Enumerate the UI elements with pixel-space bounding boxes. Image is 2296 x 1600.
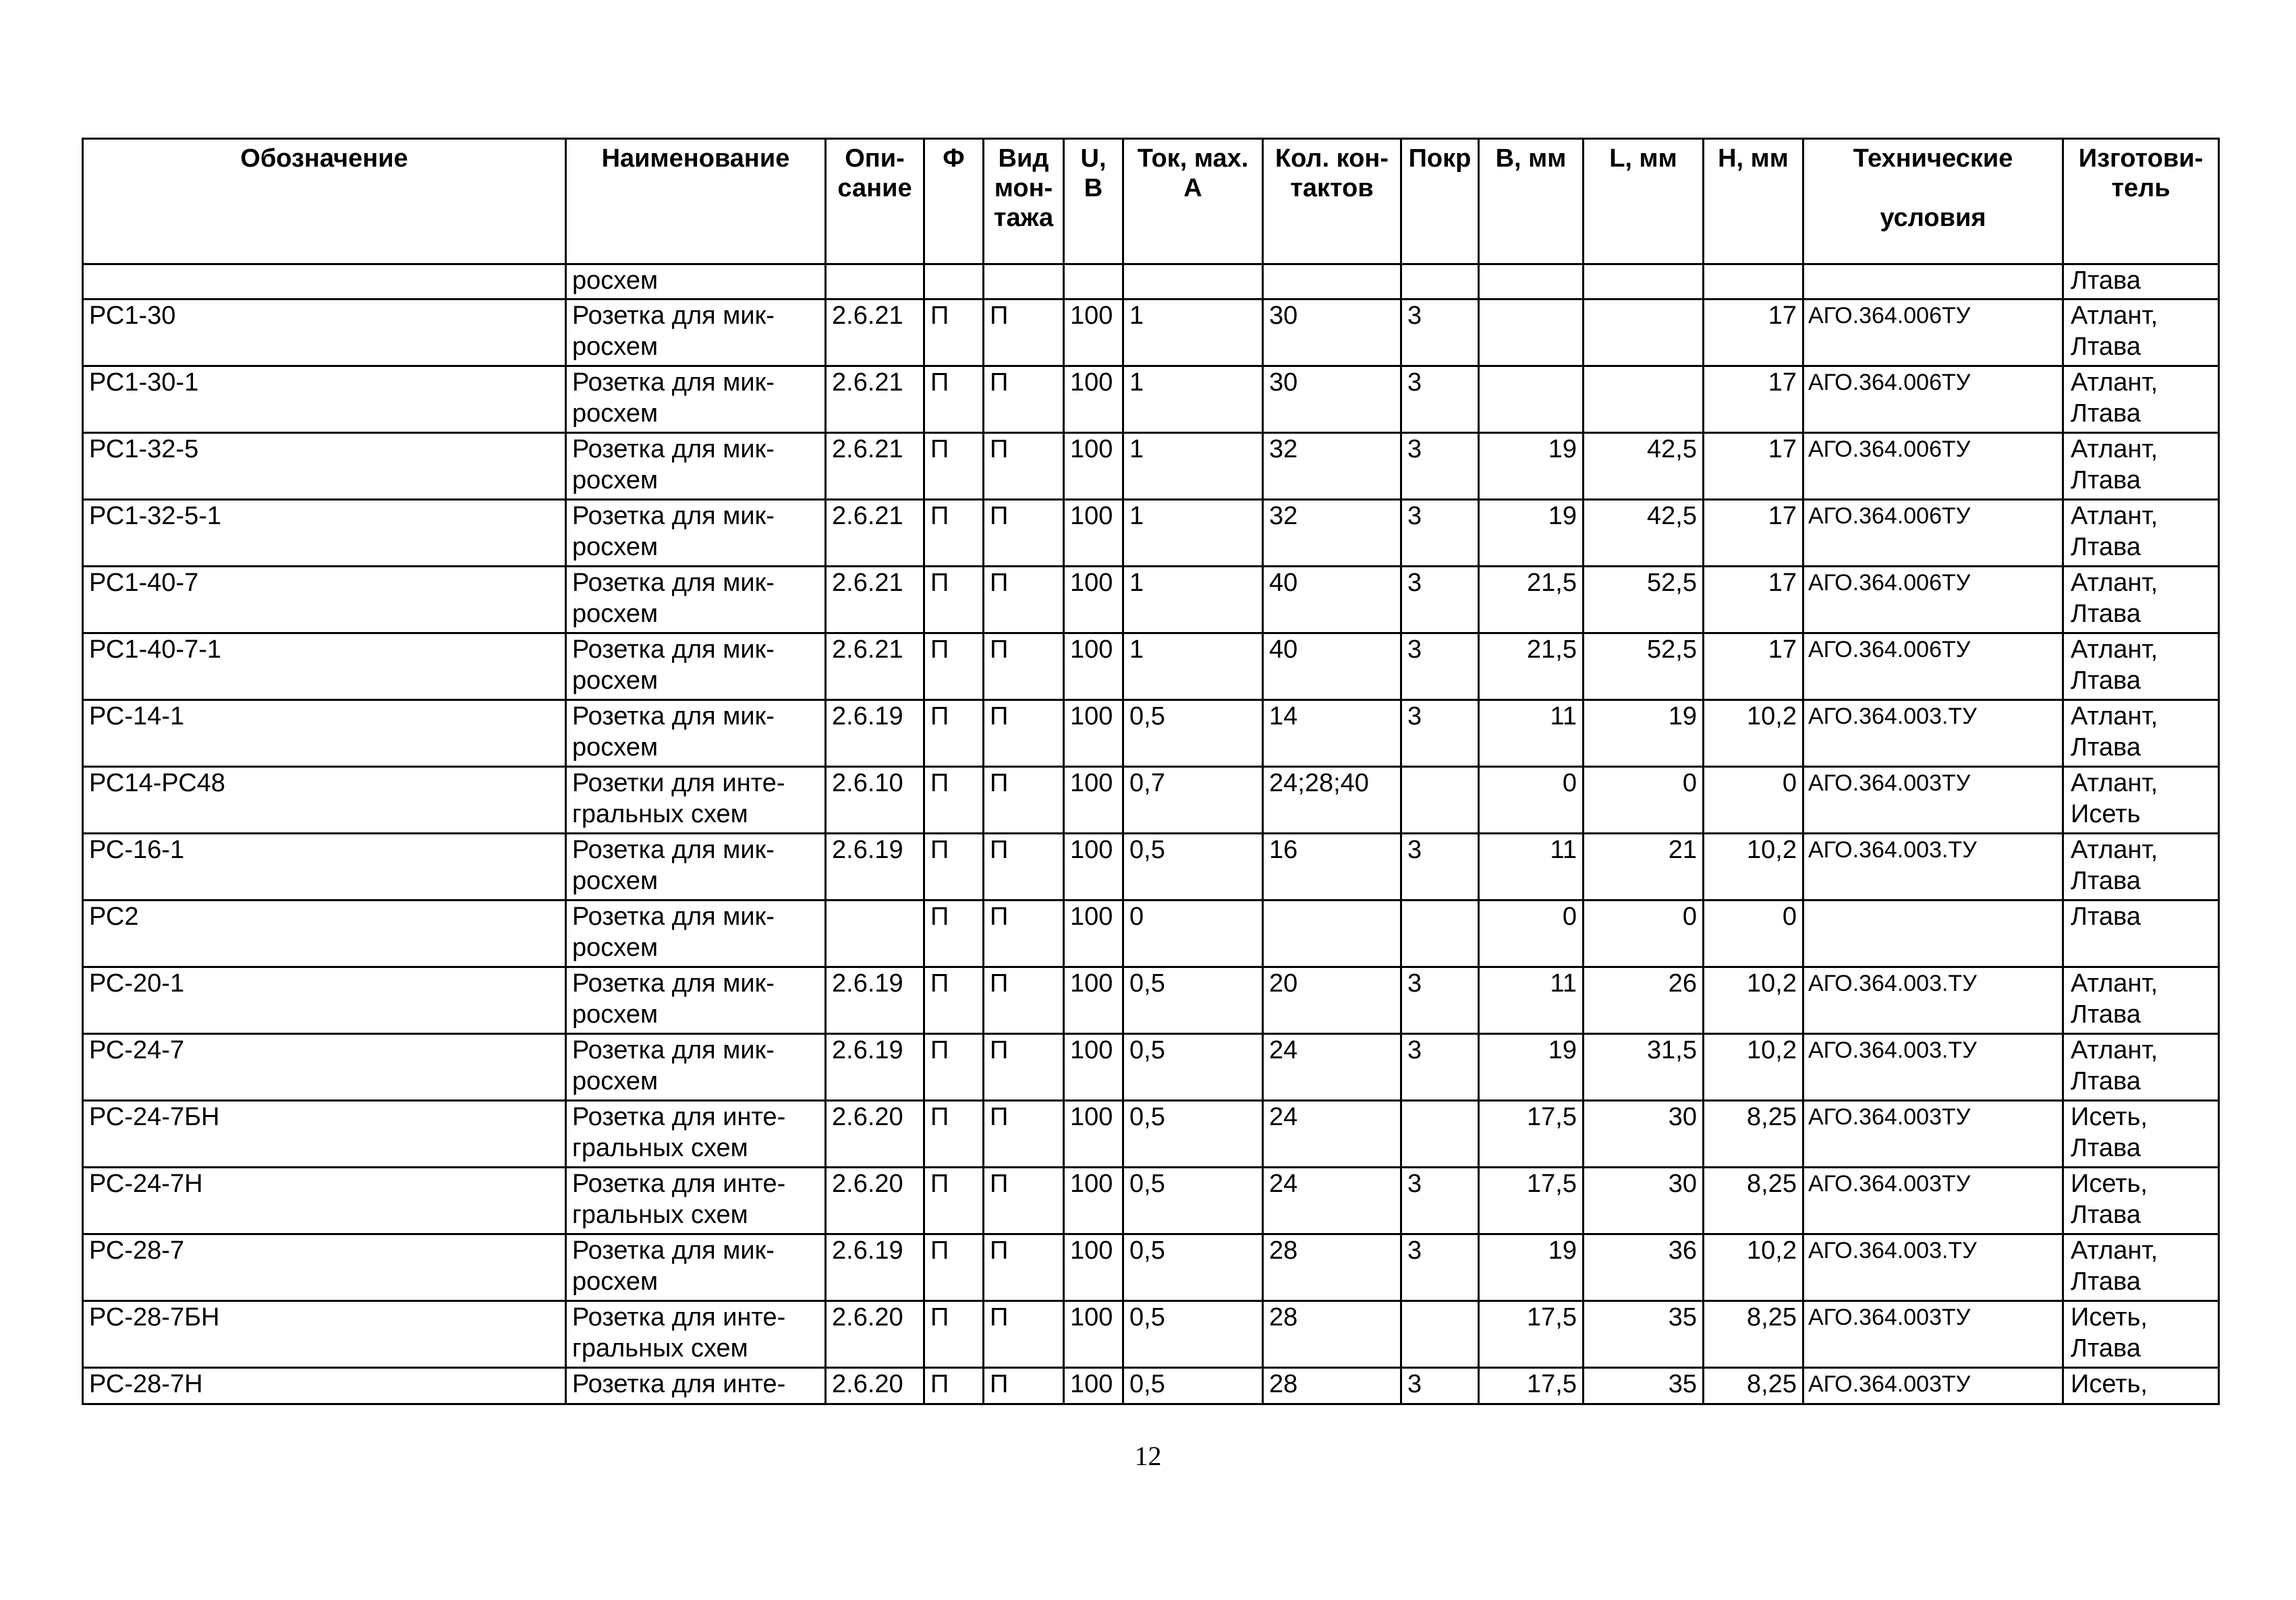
- cell-description: 2.6.20: [826, 1168, 924, 1234]
- header-l-mm: L, мм: [1584, 139, 1704, 264]
- cell-b-mm: 17,5: [1479, 1301, 1584, 1368]
- cell-voltage: 100: [1064, 967, 1123, 1034]
- table-row: [83, 1301, 2219, 1368]
- cell-name: Розетка для инте- гральных схем: [566, 1301, 826, 1368]
- cell-l-mm: 52,5: [1584, 633, 1704, 700]
- cell-mount-type: П: [984, 433, 1064, 500]
- cell-l-mm: 35: [1584, 1368, 1704, 1404]
- cell-designation: РС14-РС48: [83, 767, 566, 834]
- cell-contacts-count: 32: [1263, 500, 1401, 567]
- cell-mount-type: П: [984, 1168, 1064, 1234]
- table-row: [83, 567, 2219, 633]
- cell-manufacturer: Атлант, Лтава: [2063, 500, 2219, 567]
- cell-voltage: 100: [1064, 433, 1123, 500]
- cell-b-mm: 21,5: [1479, 567, 1584, 633]
- cell-mount-type: П: [984, 1034, 1064, 1101]
- cell-manufacturer: Атлант, Лтава: [2063, 567, 2219, 633]
- cell-tech-conditions: АГО.364.003ТУ: [1803, 1301, 2063, 1368]
- cell-current-max: 0,5: [1123, 1101, 1263, 1168]
- cell-mount-type: П: [984, 299, 1064, 366]
- header-voltage: U, В: [1064, 139, 1123, 264]
- cell-mount-type: П: [984, 901, 1064, 967]
- cell-description: 2.6.21: [826, 567, 924, 633]
- cell-designation: РС1-32-5-1: [83, 500, 566, 567]
- cell-voltage: 100: [1064, 1301, 1123, 1368]
- cell-coating: 3: [1401, 567, 1479, 633]
- cell-manufacturer: Исеть, Лтава: [2063, 1168, 2219, 1234]
- cell-description: 2.6.21: [826, 366, 924, 433]
- cell-description: [826, 901, 924, 967]
- cell-b-mm: 17,5: [1479, 1101, 1584, 1168]
- cell-h-mm: 17: [1704, 366, 1803, 433]
- cell-f: П: [924, 1301, 984, 1368]
- table-row: [83, 433, 2219, 500]
- header-contacts-count: Кол. кон- тактов: [1263, 139, 1401, 264]
- cell-h-mm: 10,2: [1704, 834, 1803, 901]
- cell-voltage: 100: [1064, 567, 1123, 633]
- header-description: Опи- сание: [826, 139, 924, 264]
- cell-current-max: 0,5: [1123, 1368, 1263, 1404]
- cell-current-max: 0: [1123, 901, 1263, 967]
- cell-voltage: 100: [1064, 500, 1123, 567]
- cell-h-mm: 10,2: [1704, 967, 1803, 1034]
- cell-voltage: 100: [1064, 1034, 1123, 1101]
- cell-coating: 3: [1401, 834, 1479, 901]
- cell-contacts-count: 20: [1263, 967, 1401, 1034]
- cell-b-mm: 11: [1479, 834, 1584, 901]
- cell-contacts-count: 24: [1263, 1034, 1401, 1101]
- cell-current-max: 0,5: [1123, 1034, 1263, 1101]
- cell-designation: РС-16-1: [83, 834, 566, 901]
- cell-name: Розетка для инте- гральных схем: [566, 1101, 826, 1168]
- cell-f: П: [924, 1168, 984, 1234]
- cell-l-mm: 42,5: [1584, 433, 1704, 500]
- cell-l-mm: [1584, 264, 1704, 299]
- cell-f: П: [924, 1234, 984, 1301]
- cell-l-mm: 52,5: [1584, 567, 1704, 633]
- cell-designation: РС-24-7БН: [83, 1101, 566, 1168]
- cell-designation: РС1-40-7: [83, 567, 566, 633]
- cell-current-max: 0,5: [1123, 1168, 1263, 1234]
- cell-description: 2.6.20: [826, 1101, 924, 1168]
- cell-coating: [1401, 1301, 1479, 1368]
- cell-name: Розетка для инте-: [566, 1368, 826, 1404]
- cell-mount-type: П: [984, 1101, 1064, 1168]
- cell-l-mm: 19: [1584, 700, 1704, 767]
- cell-contacts-count: 24;28;40: [1263, 767, 1401, 834]
- cell-b-mm: 19: [1479, 1234, 1584, 1301]
- cell-l-mm: 0: [1584, 901, 1704, 967]
- cell-voltage: 100: [1064, 633, 1123, 700]
- cell-tech-conditions: АГО.364.006ТУ: [1803, 433, 2063, 500]
- cell-contacts-count: 40: [1263, 633, 1401, 700]
- cell-designation: РС-28-7Н: [83, 1368, 566, 1404]
- header-current-max: Ток, мах. А: [1123, 139, 1263, 264]
- cell-h-mm: 0: [1704, 767, 1803, 834]
- cell-name: Розетка для инте- гральных схем: [566, 1168, 826, 1234]
- cell-tech-conditions: АГО.364.006ТУ: [1803, 299, 2063, 366]
- table-row: [83, 1034, 2219, 1101]
- cell-tech-conditions: АГО.364.003ТУ: [1803, 1368, 2063, 1404]
- cell-designation: РС-20-1: [83, 967, 566, 1034]
- cell-mount-type: П: [984, 1234, 1064, 1301]
- cell-l-mm: 31,5: [1584, 1034, 1704, 1101]
- cell-f: [924, 264, 984, 299]
- cell-designation: РС-24-7Н: [83, 1168, 566, 1234]
- cell-manufacturer: Атлант, Лтава: [2063, 299, 2219, 366]
- cell-current-max: 0,5: [1123, 1301, 1263, 1368]
- cell-designation: [83, 264, 566, 299]
- cell-current-max: 1: [1123, 567, 1263, 633]
- cell-name: Розетка для мик- росхем: [566, 366, 826, 433]
- cell-f: П: [924, 1101, 984, 1168]
- table-row: [83, 299, 2219, 366]
- cell-designation: РС1-40-7-1: [83, 633, 566, 700]
- cell-current-max: 0,5: [1123, 1234, 1263, 1301]
- cell-coating: [1401, 767, 1479, 834]
- header-b-mm: B, мм: [1479, 139, 1584, 264]
- cell-voltage: 100: [1064, 366, 1123, 433]
- cell-tech-conditions: АГО.364.006ТУ: [1803, 633, 2063, 700]
- cell-mount-type: П: [984, 1301, 1064, 1368]
- cell-f: П: [924, 633, 984, 700]
- header-coating: Покр: [1401, 139, 1479, 264]
- cell-contacts-count: 40: [1263, 567, 1401, 633]
- cell-b-mm: 17,5: [1479, 1168, 1584, 1234]
- cell-f: П: [924, 500, 984, 567]
- cell-description: 2.6.20: [826, 1368, 924, 1404]
- cell-b-mm: [1479, 264, 1584, 299]
- cell-b-mm: 19: [1479, 500, 1584, 567]
- cell-h-mm: 17: [1704, 633, 1803, 700]
- header-f: Ф: [924, 139, 984, 264]
- cell-coating: 3: [1401, 967, 1479, 1034]
- table-row: [83, 366, 2219, 433]
- cell-tech-conditions: АГО.364.003.ТУ: [1803, 834, 2063, 901]
- table-row: [83, 901, 2219, 967]
- cell-contacts-count: 28: [1263, 1234, 1401, 1301]
- cell-b-mm: 17,5: [1479, 1368, 1584, 1404]
- cell-description: 2.6.19: [826, 834, 924, 901]
- cell-h-mm: 8,25: [1704, 1168, 1803, 1234]
- cell-h-mm: [1704, 264, 1803, 299]
- cell-tech-conditions: АГО.364.006ТУ: [1803, 366, 2063, 433]
- cell-h-mm: 17: [1704, 567, 1803, 633]
- cell-tech-conditions: АГО.364.003.ТУ: [1803, 967, 2063, 1034]
- cell-b-mm: [1479, 299, 1584, 366]
- cell-manufacturer: Исеть, Лтава: [2063, 1301, 2219, 1368]
- cell-designation: РС1-32-5: [83, 433, 566, 500]
- cell-b-mm: 19: [1479, 1034, 1584, 1101]
- cell-contacts-count: 28: [1263, 1301, 1401, 1368]
- cell-manufacturer: Исеть,: [2063, 1368, 2219, 1404]
- cell-manufacturer: Исеть, Лтава: [2063, 1101, 2219, 1168]
- cell-name: Розетка для мик- росхем: [566, 834, 826, 901]
- header-h-mm: H, мм: [1704, 139, 1803, 264]
- cell-current-max: 1: [1123, 500, 1263, 567]
- cell-l-mm: 0: [1584, 767, 1704, 834]
- cell-description: 2.6.10: [826, 767, 924, 834]
- cell-name: Розетка для мик- росхем: [566, 1034, 826, 1101]
- cell-tech-conditions: АГО.364.003ТУ: [1803, 1168, 2063, 1234]
- cell-designation: РС-24-7: [83, 1034, 566, 1101]
- cell-f: П: [924, 366, 984, 433]
- cell-current-max: 1: [1123, 299, 1263, 366]
- cell-designation: РС1-30: [83, 299, 566, 366]
- table-row: [83, 500, 2219, 567]
- cell-description: 2.6.21: [826, 299, 924, 366]
- cell-description: 2.6.21: [826, 633, 924, 700]
- cell-tech-conditions: [1803, 264, 2063, 299]
- cell-manufacturer: Атлант, Лтава: [2063, 1234, 2219, 1301]
- cell-f: П: [924, 1368, 984, 1404]
- cell-manufacturer: Атлант, Лтава: [2063, 433, 2219, 500]
- cell-current-max: 1: [1123, 433, 1263, 500]
- header-designation: Обозначение: [83, 139, 566, 264]
- cell-l-mm: [1584, 299, 1704, 366]
- cell-tech-conditions: АГО.364.003ТУ: [1803, 1101, 2063, 1168]
- cell-description: 2.6.19: [826, 967, 924, 1034]
- cell-l-mm: 36: [1584, 1234, 1704, 1301]
- cell-name: Розетка для мик- росхем: [566, 901, 826, 967]
- table-row: [83, 834, 2219, 901]
- cell-l-mm: 35: [1584, 1301, 1704, 1368]
- cell-current-max: 0,5: [1123, 700, 1263, 767]
- cell-mount-type: П: [984, 567, 1064, 633]
- cell-manufacturer: Лтава: [2063, 901, 2219, 967]
- cell-h-mm: 17: [1704, 500, 1803, 567]
- cell-voltage: 100: [1064, 1368, 1123, 1404]
- cell-mount-type: П: [984, 366, 1064, 433]
- cell-voltage: 100: [1064, 700, 1123, 767]
- cell-voltage: [1064, 264, 1123, 299]
- cell-coating: 3: [1401, 1034, 1479, 1101]
- table-body: [83, 264, 2219, 1404]
- cell-name: Розетка для мик- росхем: [566, 633, 826, 700]
- cell-voltage: 100: [1064, 767, 1123, 834]
- cell-description: 2.6.19: [826, 1234, 924, 1301]
- cell-contacts-count: 28: [1263, 1368, 1401, 1404]
- cell-mount-type: П: [984, 834, 1064, 901]
- cell-tech-conditions: АГО.364.003ТУ: [1803, 767, 2063, 834]
- table-row: [83, 967, 2219, 1034]
- cell-tech-conditions: [1803, 901, 2063, 967]
- cell-name: Розетка для мик- росхем: [566, 500, 826, 567]
- cell-f: П: [924, 967, 984, 1034]
- cell-contacts-count: 24: [1263, 1101, 1401, 1168]
- cell-manufacturer: Атлант, Лтава: [2063, 834, 2219, 901]
- cell-b-mm: 0: [1479, 767, 1584, 834]
- cell-coating: [1401, 901, 1479, 967]
- cell-description: 2.6.20: [826, 1301, 924, 1368]
- parts-table: [82, 138, 2220, 1405]
- header-manufacturer: Изготови- тель: [2063, 139, 2219, 264]
- cell-tech-conditions: АГО.364.003.ТУ: [1803, 1234, 2063, 1301]
- cell-h-mm: 17: [1704, 299, 1803, 366]
- cell-tech-conditions: АГО.364.006ТУ: [1803, 567, 2063, 633]
- cell-name: Розетка для мик- росхем: [566, 299, 826, 366]
- cell-l-mm: 42,5: [1584, 500, 1704, 567]
- cell-l-mm: [1584, 366, 1704, 433]
- cell-f: П: [924, 767, 984, 834]
- cell-coating: 3: [1401, 366, 1479, 433]
- cell-f: П: [924, 1034, 984, 1101]
- table-row: [83, 1234, 2219, 1301]
- cell-f: П: [924, 299, 984, 366]
- cell-current-max: 0,5: [1123, 834, 1263, 901]
- cell-l-mm: 30: [1584, 1168, 1704, 1234]
- header-mount-type: Вид мон- тажа: [984, 139, 1064, 264]
- cell-name: Розетка для мик- росхем: [566, 700, 826, 767]
- cell-contacts-count: 24: [1263, 1168, 1401, 1234]
- header-name: Наименование: [566, 139, 826, 264]
- header-tech-conditions: Технические условия: [1803, 139, 2063, 264]
- cell-coating: 3: [1401, 633, 1479, 700]
- cell-mount-type: П: [984, 500, 1064, 567]
- cell-tech-conditions: АГО.364.006ТУ: [1803, 500, 2063, 567]
- table-header-row: [83, 139, 2219, 264]
- cell-f: П: [924, 433, 984, 500]
- cell-b-mm: 11: [1479, 967, 1584, 1034]
- cell-description: 2.6.19: [826, 700, 924, 767]
- cell-voltage: 100: [1064, 1168, 1123, 1234]
- cell-coating: 3: [1401, 500, 1479, 567]
- cell-manufacturer: Атлант, Лтава: [2063, 366, 2219, 433]
- cell-l-mm: 21: [1584, 834, 1704, 901]
- cell-mount-type: П: [984, 700, 1064, 767]
- cell-manufacturer: Лтава: [2063, 264, 2219, 299]
- cell-b-mm: 11: [1479, 700, 1584, 767]
- cell-contacts-count: 30: [1263, 366, 1401, 433]
- cell-coating: 3: [1401, 299, 1479, 366]
- cell-f: П: [924, 700, 984, 767]
- cell-description: 2.6.21: [826, 433, 924, 500]
- cell-coating: 3: [1401, 433, 1479, 500]
- table-row: [83, 633, 2219, 700]
- cell-voltage: 100: [1064, 901, 1123, 967]
- cell-voltage: 100: [1064, 834, 1123, 901]
- cell-manufacturer: Атлант, Лтава: [2063, 700, 2219, 767]
- cell-manufacturer: Атлант, Исеть: [2063, 767, 2219, 834]
- cell-f: П: [924, 834, 984, 901]
- cell-mount-type: П: [984, 1368, 1064, 1404]
- cell-f: П: [924, 901, 984, 967]
- cell-l-mm: 26: [1584, 967, 1704, 1034]
- cell-designation: РС-28-7БН: [83, 1301, 566, 1368]
- cell-designation: РС1-30-1: [83, 366, 566, 433]
- cell-contacts-count: 32: [1263, 433, 1401, 500]
- cell-h-mm: 8,25: [1704, 1368, 1803, 1404]
- table-row: [83, 264, 2219, 299]
- cell-b-mm: 19: [1479, 433, 1584, 500]
- cell-current-max: 0,5: [1123, 967, 1263, 1034]
- cell-coating: [1401, 264, 1479, 299]
- table-row: [83, 1101, 2219, 1168]
- cell-manufacturer: Атлант, Лтава: [2063, 1034, 2219, 1101]
- cell-f: П: [924, 567, 984, 633]
- cell-current-max: 1: [1123, 366, 1263, 433]
- cell-contacts-count: 16: [1263, 834, 1401, 901]
- cell-name: Розетка для мик- росхем: [566, 433, 826, 500]
- cell-manufacturer: Атлант, Лтава: [2063, 633, 2219, 700]
- cell-voltage: 100: [1064, 299, 1123, 366]
- cell-name: Розетка для мик- росхем: [566, 567, 826, 633]
- cell-coating: 3: [1401, 1168, 1479, 1234]
- cell-h-mm: 17: [1704, 433, 1803, 500]
- table-row: [83, 1368, 2219, 1404]
- cell-mount-type: П: [984, 967, 1064, 1034]
- cell-description: 2.6.19: [826, 1034, 924, 1101]
- cell-mount-type: П: [984, 633, 1064, 700]
- page-number: 12: [1134, 1441, 1162, 1471]
- table-row: [83, 1168, 2219, 1234]
- cell-name: Розетка для мик- росхем: [566, 1234, 826, 1301]
- cell-contacts-count: [1263, 901, 1401, 967]
- cell-coating: 3: [1401, 1234, 1479, 1301]
- cell-voltage: 100: [1064, 1101, 1123, 1168]
- cell-b-mm: 0: [1479, 901, 1584, 967]
- cell-coating: 3: [1401, 700, 1479, 767]
- cell-h-mm: 10,2: [1704, 700, 1803, 767]
- cell-current-max: [1123, 264, 1263, 299]
- cell-tech-conditions: АГО.364.003.ТУ: [1803, 1034, 2063, 1101]
- cell-l-mm: 30: [1584, 1101, 1704, 1168]
- cell-h-mm: 8,25: [1704, 1101, 1803, 1168]
- cell-contacts-count: 30: [1263, 299, 1401, 366]
- cell-b-mm: [1479, 366, 1584, 433]
- cell-coating: 3: [1401, 1368, 1479, 1404]
- table-row: [83, 767, 2219, 834]
- cell-mount-type: П: [984, 767, 1064, 834]
- cell-contacts-count: 14: [1263, 700, 1401, 767]
- cell-coating: [1401, 1101, 1479, 1168]
- cell-designation: РС-28-7: [83, 1234, 566, 1301]
- cell-h-mm: 8,25: [1704, 1301, 1803, 1368]
- table-row: [83, 700, 2219, 767]
- cell-current-max: 1: [1123, 633, 1263, 700]
- cell-description: 2.6.21: [826, 500, 924, 567]
- cell-voltage: 100: [1064, 1234, 1123, 1301]
- cell-contacts-count: [1263, 264, 1401, 299]
- cell-tech-conditions: АГО.364.003.ТУ: [1803, 700, 2063, 767]
- cell-name: Розетка для мик- росхем: [566, 967, 826, 1034]
- cell-current-max: 0,7: [1123, 767, 1263, 834]
- cell-h-mm: 0: [1704, 901, 1803, 967]
- cell-name: росхем: [566, 264, 826, 299]
- cell-b-mm: 21,5: [1479, 633, 1584, 700]
- cell-designation: РС-14-1: [83, 700, 566, 767]
- cell-name: Розетки для инте- гральных схем: [566, 767, 826, 834]
- cell-mount-type: [984, 264, 1064, 299]
- cell-h-mm: 10,2: [1704, 1034, 1803, 1101]
- cell-description: [826, 264, 924, 299]
- cell-designation: РС2: [83, 901, 566, 967]
- cell-h-mm: 10,2: [1704, 1234, 1803, 1301]
- cell-manufacturer: Атлант, Лтава: [2063, 967, 2219, 1034]
